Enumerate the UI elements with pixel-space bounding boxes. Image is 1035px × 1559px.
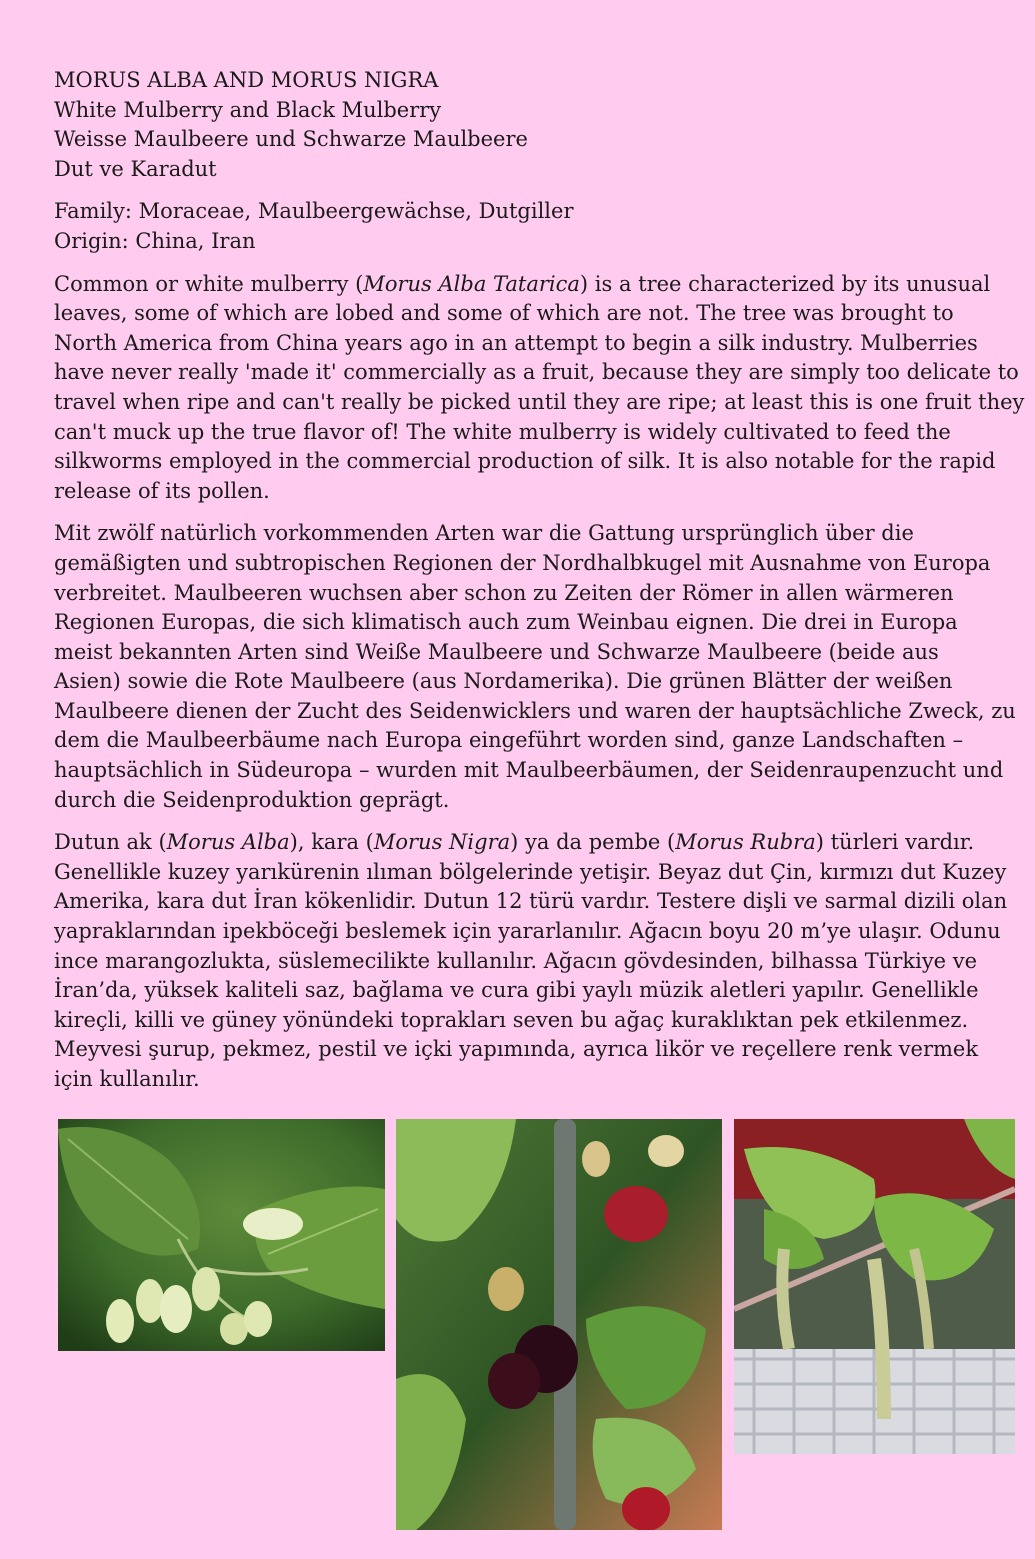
german-line: dem die Maulbeerbäume nach Europa eingeführt worden sind, ganze Landschaften – <box>54 728 964 753</box>
german-line: meist bekannten Arten sind Weiße Maulbeere und Schwarze Maulbeere (beide aus <box>54 639 939 664</box>
title-english: White Mulberry and Black Mulberry <box>54 97 442 122</box>
german-line: hauptsächlich in Südeuropa – wurden mit Maulbeerbäumen, der Seidenraupenzucht und <box>54 758 1004 783</box>
english-line: travel when ripe and can't really be picked until they are ripe; at least this is one fruit they <box>54 389 1025 414</box>
title-german: Weisse Maulbeere und Schwarze Maulbeere <box>54 127 528 152</box>
origin-line: Origin: China, Iran <box>54 228 256 253</box>
turkish-line: Meyvesi şurup, pekmez, pestil ve içki yapımında, ayrıca likör ve reçellere renk vermek <box>54 1037 979 1062</box>
turkish-line: Genellikle kuzey yarıkürenin ılıman bölgelerinde yetişir. Beyaz dut Çin, kırmızı dut Kuzey <box>54 859 1007 884</box>
german-line: gemäßigten und subtropischen Regionen der Nordhalbkugel mit Ausnahme von Europa <box>54 550 991 575</box>
turkish-line: İran’da, yüksek kaliteli saz, bağlama ve cura gibi yaylı müzik aletleri yapılır. Genellikle <box>54 978 979 1003</box>
english-line: release of its pollen. <box>54 478 270 503</box>
turkish-paragraph <box>54 828 1008 1094</box>
document-body <box>54 66 1025 1108</box>
turkish-line: kireçli, killi ve güney yönündeki toprakları seven bu ağaç kuraklıktan pek etkilenmez. <box>54 1007 969 1032</box>
german-line: Maulbeere dienen der Zucht des Seidenwicklers und waren der hauptsächliche Zweck, zu <box>54 698 1016 723</box>
german-line: Mit zwölf natürlich vorkommenden Arten war die Gattung ursprünglich über die <box>54 521 914 546</box>
title-block <box>54 66 1004 184</box>
english-line: have never really 'made it' commercially as a fruit, because they are simply too delicate to <box>54 360 1019 385</box>
german-paragraph <box>54 519 1016 815</box>
english-line: North America from China years ago in an attempt to begin a silk industry. Mulberries <box>54 330 978 355</box>
meta-block <box>54 197 1004 256</box>
photo-mulberry-catkins <box>734 1119 1015 1454</box>
family-line: Family: Moraceae, Maulbeergewächse, Dutgiller <box>54 199 574 224</box>
title-latin: MORUS ALBA AND MORUS NIGRA <box>54 68 439 92</box>
english-line: can't muck up the true flavor of! The white mulberry is widely cultivated to feed the <box>54 419 951 444</box>
turkish-line: yapraklarından ipekböceği beslemek için yararlanılır. Ağacın boyu 20 m’ye ulaşır. Odunu <box>54 919 1001 944</box>
photo-black-mulberry <box>396 1119 722 1530</box>
english-line: silkworms employed in the commercial production of silk. It is also notable for the rapid <box>54 449 996 474</box>
turkish-line: Dutun ak (Morus Alba), kara (Morus Nigra) ya da pembe (Morus Rubra) türleri vardır. <box>54 830 975 855</box>
english-line: leaves, some of which are lobed and some of which are not. The tree was brought to <box>54 301 954 326</box>
english-line: Common or white mulberry (Morus Alba Tatarica) is a tree characterized by its unusual <box>54 271 991 296</box>
turkish-line: Amerika, kara dut İran kökenlidir. Dutun 12 türü vardır. Testere dişli ve sarmal dizili olan <box>54 889 1008 914</box>
german-line: Asien) sowie die Rote Maulbeere (aus Nordamerika). Die grünen Blätter der weißen <box>54 669 953 694</box>
german-line: durch die Seidenproduktion geprägt. <box>54 787 450 812</box>
german-line: verbreitet. Maulbeeren wuchsen aber schon zu Zeiten der Römer in allen wärmeren <box>54 580 954 605</box>
title-turkish: Dut ve Karadut <box>54 156 217 181</box>
german-line: Regionen Europas, die sich klimatisch auch zum Weinbau eignen. Die drei in Europa <box>54 610 958 635</box>
turkish-line: ince marangozlukta, süslemecilikte kullanılır. Ağacın gövdesinden, bilhassa Türkiye ve <box>54 948 978 973</box>
english-paragraph <box>54 270 1025 507</box>
photo-white-mulberry <box>58 1119 385 1351</box>
turkish-line: için kullanılır. <box>54 1067 200 1091</box>
